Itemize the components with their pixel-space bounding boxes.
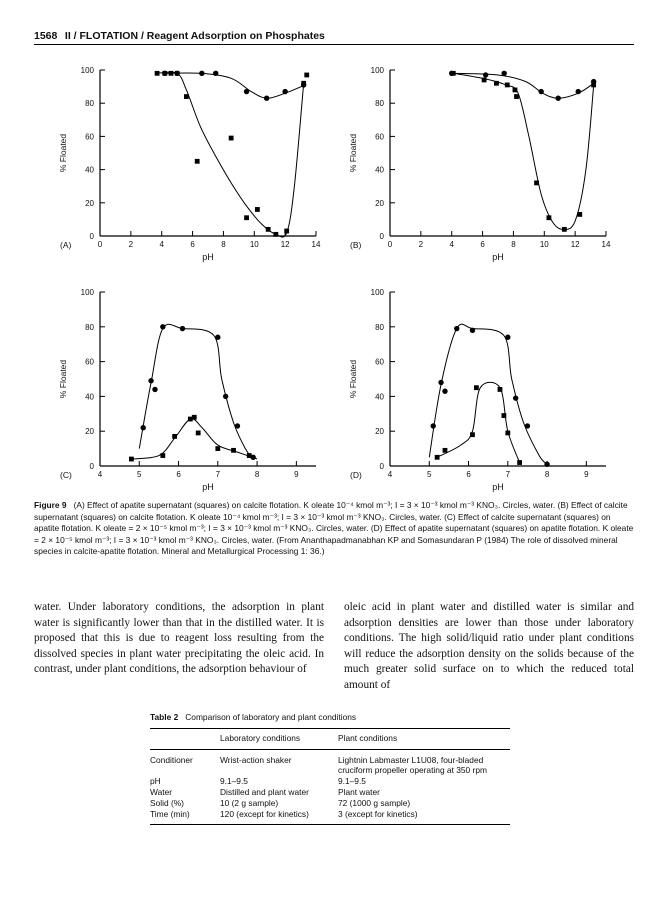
square-marker <box>482 78 487 83</box>
circle-marker <box>250 455 255 460</box>
square-marker <box>184 94 189 99</box>
x-tick-label: 8 <box>544 470 550 479</box>
circles-fit-curve <box>429 324 547 464</box>
table-cell: Wrist-action shaker <box>220 755 292 765</box>
conditions-table <box>150 728 510 825</box>
square-marker <box>192 415 197 420</box>
circle-marker <box>470 328 475 333</box>
y-tick-label: 0 <box>89 232 94 241</box>
y-tick-label: 20 <box>375 198 384 208</box>
circle-marker <box>141 425 146 430</box>
square-marker <box>215 446 220 451</box>
square-marker <box>443 448 448 453</box>
circle-marker <box>442 388 447 393</box>
circle-marker <box>162 71 167 76</box>
y-tick-label: 20 <box>85 198 94 208</box>
x-tick-label: 4 <box>449 240 454 249</box>
circle-marker <box>160 324 165 329</box>
table-header-cell <box>150 729 220 750</box>
table-cell: 72 (1000 g sample) <box>338 798 411 808</box>
x-tick-label: 8 <box>511 240 516 249</box>
square-marker <box>266 227 271 232</box>
table-cell: 9.1–9.5 <box>220 776 248 786</box>
table-cell: pH <box>150 776 161 786</box>
table-row <box>150 750 510 776</box>
y-tick-label: 20 <box>85 427 94 437</box>
y-axis-label: % Floated <box>348 133 358 173</box>
panel-label: (C) <box>60 470 72 480</box>
table-cell: Plant water <box>338 787 380 797</box>
square-marker <box>244 215 249 220</box>
table-title: Comparison of laboratory and plant conditions <box>185 712 357 722</box>
square-marker <box>155 71 160 76</box>
square-marker <box>196 431 201 436</box>
squares-fit-curve <box>453 73 593 229</box>
body-column-right: oleic acid in plant water and distilled water is similar and adsorption densities are lower than those under laboratory conditions. The high solid/liquid ratio under plant conditions will reduce the adsorption density on the solids because of the much greater solid surface on to which the reduced total amount of <box>344 601 634 691</box>
table-cell: Solid (%) <box>150 798 184 808</box>
y-tick-label: 80 <box>375 99 384 109</box>
table-caption <box>150 712 510 722</box>
table-cell: Water <box>150 787 173 797</box>
x-tick-label: 6 <box>480 240 485 249</box>
body-column-left: water. Under laboratory conditions, the adsorption in plant water is significantly lower than that in the distilled water. It is proposed that this is due to reagent loss resulting from the dissolved species in plant water precipitating the oleic acid. In contrast, under plant conditions, the adsorption behaviour of <box>34 601 324 676</box>
x-tick-label: 6 <box>190 240 195 249</box>
x-tick-label: 0 <box>387 240 393 249</box>
y-tick-label: 0 <box>89 462 94 471</box>
y-tick-label: 80 <box>85 322 94 332</box>
x-axis-label: pH <box>492 252 504 262</box>
table-cell: 9.1–9.5 <box>338 776 366 786</box>
circle-marker <box>199 71 204 76</box>
squares-fit-curve <box>437 382 519 462</box>
figure-caption <box>34 500 634 558</box>
circle-marker <box>505 335 510 340</box>
y-tick-label: 60 <box>375 132 384 142</box>
x-tick-label: 4 <box>387 470 393 479</box>
square-marker <box>470 432 475 437</box>
y-tick-label: 40 <box>85 165 94 175</box>
x-tick-label: 14 <box>601 240 611 249</box>
table-label: Table 2 <box>150 712 179 722</box>
y-tick-label: 0 <box>379 232 384 241</box>
x-tick-label: 5 <box>427 470 432 479</box>
table-header-row <box>150 729 510 750</box>
square-marker <box>513 88 518 93</box>
circle-marker <box>223 394 228 399</box>
circle-marker <box>264 96 269 101</box>
circle-marker <box>174 71 179 76</box>
x-tick-label: 2 <box>418 240 424 249</box>
circle-marker <box>525 423 530 428</box>
circles-fit-curve <box>452 73 594 98</box>
square-marker <box>229 136 234 141</box>
square-marker <box>562 227 567 232</box>
circle-marker <box>215 335 220 340</box>
x-axis-label: pH <box>202 252 214 262</box>
table-cell: Distilled and plant water <box>220 787 309 797</box>
square-marker <box>577 212 582 217</box>
circle-marker <box>431 423 436 428</box>
circle-marker <box>591 79 596 84</box>
x-tick-label: 9 <box>584 470 589 479</box>
circle-marker <box>576 89 581 94</box>
y-tick-label: 80 <box>375 322 384 332</box>
table-cell: Conditioner <box>150 755 193 765</box>
y-tick-label: 40 <box>85 392 94 402</box>
circle-marker <box>513 395 518 400</box>
x-tick-label: 8 <box>254 470 260 479</box>
square-marker <box>514 94 519 99</box>
circle-marker <box>235 423 240 428</box>
square-marker <box>474 385 479 390</box>
x-tick-label: 5 <box>137 470 142 479</box>
panel-label: (B) <box>350 240 362 250</box>
y-axis-label: % Floated <box>58 133 68 173</box>
square-marker <box>231 448 236 453</box>
table-row <box>150 797 510 808</box>
circle-marker <box>244 89 249 94</box>
square-marker <box>534 180 539 185</box>
x-axis-label: pH <box>202 482 214 492</box>
square-marker <box>129 457 134 462</box>
y-axis-label: % Floated <box>348 359 358 399</box>
x-tick-label: 12 <box>280 240 290 249</box>
square-marker <box>304 73 309 78</box>
square-marker <box>284 229 289 234</box>
table-cell: Time (min) <box>150 809 190 819</box>
table-header-cell: Laboratory conditions <box>220 733 301 743</box>
table-cell: 120 (except for kinetics) <box>220 809 309 819</box>
x-tick-label: 12 <box>570 240 580 249</box>
x-tick-label: 10 <box>539 240 549 249</box>
squares-fit-curve <box>157 72 304 237</box>
square-marker <box>435 455 440 460</box>
y-tick-label: 60 <box>85 132 94 142</box>
circle-marker <box>449 71 454 76</box>
chart-panel-d <box>330 280 620 495</box>
x-tick-label: 8 <box>221 240 226 249</box>
y-tick-label: 20 <box>375 427 384 437</box>
x-tick-label: 4 <box>159 240 164 249</box>
y-tick-label: 80 <box>85 99 94 109</box>
y-tick-label: 100 <box>80 288 94 297</box>
y-tick-label: 100 <box>80 66 94 75</box>
figure-label: Figure 9 <box>34 500 67 510</box>
circle-marker <box>501 71 506 76</box>
x-axis-label: pH <box>492 482 504 492</box>
x-tick-label: 7 <box>505 470 511 479</box>
square-marker <box>505 83 510 88</box>
circle-marker <box>555 96 560 101</box>
header-rule <box>34 44 634 45</box>
square-marker <box>517 460 522 465</box>
square-marker <box>160 453 165 458</box>
square-marker <box>547 215 552 220</box>
circle-marker <box>301 82 306 87</box>
x-tick-label: 14 <box>311 240 321 249</box>
y-tick-label: 40 <box>375 165 384 175</box>
circle-marker <box>539 89 544 94</box>
circle-marker <box>544 462 549 467</box>
square-marker <box>501 413 506 418</box>
square-marker <box>505 431 510 436</box>
x-tick-label: 9 <box>294 470 299 479</box>
x-tick-label: 7 <box>215 470 221 479</box>
panel-label: (D) <box>350 470 362 480</box>
circle-marker <box>483 72 488 77</box>
table-cell: 3 (except for kinetics) <box>338 809 418 819</box>
circle-marker <box>213 71 218 76</box>
table-cell: Lightnin Labmaster L1U08, four-bladed cruciform propeller operating at 350 rpm <box>338 755 487 775</box>
table-header-cell: Plant conditions <box>338 733 398 743</box>
square-marker <box>498 387 503 392</box>
y-tick-label: 40 <box>375 392 384 402</box>
chart-panel-c <box>40 280 330 495</box>
square-marker <box>273 232 278 237</box>
square-marker <box>255 207 260 212</box>
y-tick-label: 60 <box>375 357 384 367</box>
chart-panel-b <box>330 58 620 270</box>
y-axis-label: % Floated <box>58 359 68 399</box>
table-2 <box>150 712 510 825</box>
square-marker <box>494 81 499 86</box>
y-tick-label: 0 <box>379 462 384 471</box>
x-tick-label: 6 <box>176 470 181 479</box>
running-header <box>34 30 634 42</box>
square-marker <box>172 434 177 439</box>
table-row <box>150 786 510 797</box>
panel-label: (A) <box>60 240 72 250</box>
circle-marker <box>282 89 287 94</box>
table-row <box>150 775 510 786</box>
figure-caption-text: (A) Effect of apatite supernatant (squares) on calcite flotation. K oleate 10⁻⁴ kmol m⁻³; I = 3 × 10⁻³ kmol m⁻³ KNO₃. Circles, water. (B) Effect of calcite supernatant (squares) on calcite flotation. K oleate 10⁻⁴ kmol m⁻³; I = 3 × 10⁻³ kmol m⁻³ KNO₃. Circles, water. (C) Effect of calcite supernatant (squares) on apatite flotation. K oleate = 2 × 10⁻⁵ kmol m⁻³; I = 3 × 10⁻³ kmol m⁻³ KNO₃. Circles, water. (D) Effect of apatite supernatant (squares) on apatite flotation. K oleate = 2 × 10⁻⁵ kmol m⁻³; I = 3 × 10⁻³ kmol m⁻³ KNO₃. Circles, water. (From Ananthapadmanabhan KP and Somasundaran P (1984) The role of dissolved mineral species in calcite-apatite flotation. Mineral and Metallurgical Processing 1: 36.) <box>34 500 634 557</box>
circle-marker <box>438 380 443 385</box>
square-marker <box>195 159 200 164</box>
x-tick-label: 10 <box>249 240 259 249</box>
circle-marker <box>180 326 185 331</box>
page-number: 1568 <box>34 30 58 42</box>
circle-marker <box>152 387 157 392</box>
y-tick-label: 60 <box>85 357 94 367</box>
circle-marker <box>454 326 459 331</box>
x-tick-label: 0 <box>97 240 103 249</box>
table-row <box>150 808 510 825</box>
x-tick-label: 6 <box>466 470 471 479</box>
y-tick-label: 100 <box>370 288 384 297</box>
x-tick-label: 2 <box>128 240 134 249</box>
chart-panel-a <box>40 58 330 270</box>
table-cell: 10 (2 g sample) <box>220 798 279 808</box>
circle-marker <box>148 378 153 383</box>
x-tick-label: 4 <box>97 470 103 479</box>
running-title: II / FLOTATION / Reagent Adsorption on Phosphates <box>64 30 325 42</box>
y-tick-label: 100 <box>370 66 384 75</box>
